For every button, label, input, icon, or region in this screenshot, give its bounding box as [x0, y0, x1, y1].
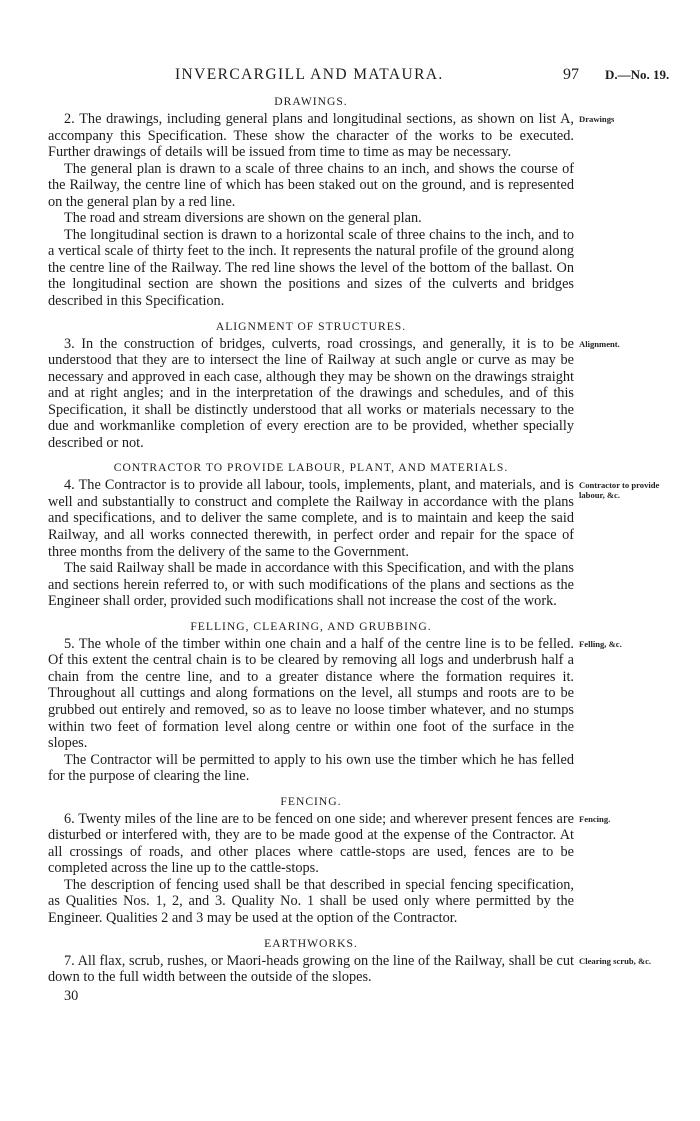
paragraph-modifications: The said Railway shall be made in accordance with this Specification, and with the plans and sections herein referred to, or with such modifications of the plans and sections as the Engineer shall order, provided such modifications shall not increase the cost of the work. [48, 560, 574, 610]
margin-note-drawings: Drawings [579, 114, 615, 124]
section-drawings [48, 111, 615, 310]
section-contractor [48, 477, 660, 610]
paragraph-6: 6. Twenty miles of the line are to be fenced on one side; and wherever present fences are disturbed or interfered with, they are to be made good at the expense of the Contractor. At all crossings of roads, and other places where cattle-stops are used, fences are to be completed across the line up to the cattle-stops. [48, 810, 574, 877]
folio-number: 30 [64, 987, 79, 1004]
section-earthworks [48, 952, 652, 986]
paragraph-fencing-qualities: The description of fencing used shall be that described in special fencing specification, as Qualities Nos. 1, 2, and 3. Quality No. 1 shall be used only where permitted by the Engineer. Qualities 2 and 3 may be used at the option of the Contractor. [48, 876, 574, 926]
heading-fencing: FENCING. [280, 794, 342, 808]
margin-note-alignment: Alignment. [579, 338, 620, 349]
section-fencing [48, 810, 611, 927]
paragraph-longitudinal-section: The longitudinal section is drawn to a horizontal scale of three chains to the inch, and to a vertical scale of thirty feet to the inch. It represents the natural profile of the ground along the centre line of the Railway. The red line shows the level of the bottom of the ballast. On the longitudinal section are shown the positions and sizes of the culverts and bridges described in this Specification. [48, 226, 574, 310]
paragraph-general-plan: The general plan is drawn to a scale of three chains to an inch, and shows the course of the Railway, the centre line of which has been staked out on the ground, and is represented on the general plan by a red line. [48, 160, 574, 210]
page-header [0, 66, 700, 86]
margin-note-felling: Felling, &c. [579, 638, 622, 649]
paragraph-4: 4. The Contractor is to provide all labour, tools, implements, plant, and materials, and is well and substantially to construct and complete the Railway in accordance with the plans and specifications, and to deliver the same complete, and is to maintain and keep the said Railway, and all works connected therewith, in perfect order and repair for the space of three months from the delivery of the same to the Government. [48, 477, 574, 560]
heading-earthworks: EARTHWORKS. [264, 936, 358, 950]
paragraph-timber-use: The Contractor will be permitted to apply to his own use the timber which he has felled for the purpose of clearing the line. [48, 751, 574, 785]
margin-note-clearing-scrub: Clearing scrub, &c. [579, 955, 652, 966]
heading-contractor: CONTRACTOR TO PROVIDE LABOUR, PLANT, AND MATERIALS. [113, 461, 509, 475]
specification-body [48, 94, 660, 1004]
heading-alignment: ALIGNMENT OF STRUCTURES. [215, 319, 407, 333]
paragraph-diversions: The road and stream diversions are shown on the general plan. [64, 210, 422, 227]
margin-note-fencing: Fencing. [579, 813, 611, 824]
section-felling [48, 635, 622, 785]
paragraph-5: 5. The whole of the timber within one chain and a half of the centre line is to be felled. Of this extent the central chain is to be cleared by removing all logs and underbrush half a chain from the centre line, and to a greater distance where the formation requires it. Throughout all cuttings and along formations on the level, all stumps and roots are to be grubbed out entirely and removed, so as to leave no loose timber whatever, and no stumps within two feet of formation level along centre or within one foot of the surface in the slopes. [48, 635, 574, 752]
paragraph-3: 3. In the construction of bridges, culverts, road crossings, and generally, it is to be understood that they are to intersect the line of Railway at such angle or curve as may be necessary and approved in each case, although they may be shown on the drawings straight and at right angles; and in the interpretation of the drawings and schedules, and of this Specification, it shall be distinctly understood that all works or materials necessary to the due and workmanlike completion of every erection are to be provided, whether specially described or not. [48, 335, 574, 451]
heading-felling: FELLING, CLEARING, AND GRUBBING. [190, 619, 432, 633]
document-reference: D.—No. 19. [605, 67, 670, 82]
paragraph-2: 2. The drawings, including general plans and longitudinal sections, as shown on list A, accompany this Specification. These show the character of the works to be executed. Further drawings of details will be issued from time to time as may be necessary. [48, 111, 574, 161]
heading-drawings: DRAWINGS. [274, 95, 348, 108]
page-number: 97 [563, 66, 579, 83]
margin-note-contractor: Contractor to provide labour, &c. [579, 480, 660, 501]
running-title: INVERCARGILL AND MATAURA. [175, 66, 444, 83]
section-alignment [48, 335, 620, 452]
paragraph-7: 7. All flax, scrub, rushes, or Maori-heads growing on the line of the Railway, shall be cut down to the full width between the outside of the slopes. [48, 952, 574, 986]
